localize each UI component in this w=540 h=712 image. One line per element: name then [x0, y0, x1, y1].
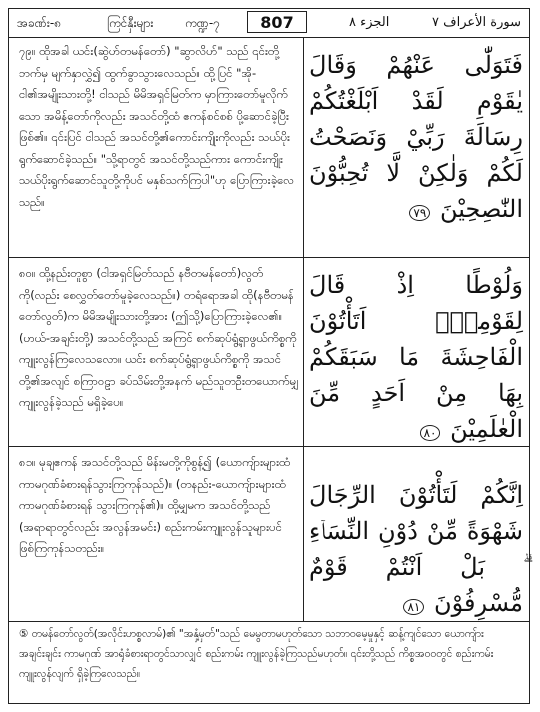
column-divider — [303, 37, 304, 621]
arabic-verse-79: فَتَوَلّٰى عَنْهُمْ وَقَالَ يٰقَوْمِ لَقَدْ اَبْلَغْتُكُمْ رِسَالَةَ رَبِّيْ وَنَصَحْتُ لَكُمْ وَلٰكِنْ لَّا تُحِبُّوْنَ النّٰصِحِيْنَ ٧٩ — [309, 51, 523, 223]
header-surah: سورة الأعراف ٧ — [432, 15, 521, 30]
translation-79: ၇၉။ ထိုအခါ ယင်း(ဆွဲဟ်တမန်တော်) "ဆွာလိဟ်" သည် ၎င်းတို့ဘက်မှ မျက်နှာလွှဲ၍ ထွက်ခွာသွားလေသည်။ ထို့ပြင် "အို-ငါ၏အမျိုးသားတို့! ငါသည် မိမိအရှင်မြတ်က မှာကြားတော်မူလိုက်သော အမိန့်တော်ကိုလည်း အသင်တို့ထံ ဧကန်စင်စစ် ပို့ဆောင်ခဲ့ပြီးဖြစ်၏။ ၎င်းပြင် ငါသည် အသင်တို့၏ကောင်းကျိုးကိုလည်း သယ်ပိုးရွက်ဆောင်ခဲ့သည်။ "သို့ရာတွင် အသင်တို့သည်ကား ကောင်းကျိုး သယ်ပိုးရွက်ဆောင်သူတို့ကိုပင် မနှစ်သက်ကြပါ"ဟု ပြောကြားခဲ့လေသည်။ — [19, 44, 295, 209]
arabic-verse-80: وَلُوْطًا اِذْ قَالَ لِقَوْمِهٖٓ اَتَأْتُوْنَ الْفَاحِشَةَ مَا سَبَقَكُمْ بِهَا مِنْ اَحَدٍ مِّنَ الْعٰلَمِيْنَ ٨٠ — [309, 271, 523, 443]
footnote: ⑤ တမန်တော်လွတ်(အလိုင်းဟစ္စလာမ်)၏ "အနှံ့မှတ်"သည် မေမွတာမဟုတ်သော သဘာဝမေ့မှုနှင့် ဆန့်ကျင်သော ယောကျ်ားအချင်းချင်း ကာမဂုဏ် အာရုံခံစားရာတွင်သာလျှင် စည်းကမ်း ကျူးလွန်ခဲ့ကြသည်မဟုတ်။ ၎င်းတို့သည် ကိစ္စအဝဝတွင် စည်းကမ်းကျူးလွန်လျက် ရှိခဲ့ကြလေသည်။ — [19, 628, 494, 680]
header-juz: الجزء ٨ — [349, 15, 390, 30]
header-chapter: အခဏ်း-၈ — [17, 16, 62, 30]
translation-80: ၈၀။ ထို့နည်းတူစွာ (ငါအရှင်မြတ်သည် နဗီတမန်တော်)လွတ်ကို(လည်း စေလွှတ်တော်မူခဲ့လေသည်။) တရံရောအခါ ထို(နဗီတမန်တော်လွတ်)က မိမိအမျိုးသားတို့အား (ဤသို့)ပြောကြားခဲ့လေ၏။ (ဟယ်-အချင်းတို့) အသင်တို့သည် အကြင် စက်ဆုပ်ရွံ့ရှာဖွယ်ကိစ္စကို ကျူးလွန်ကြလေသလော။ ယင်း စက်ဆုပ်ရွံ့ရှာဖွယ်ကိစ္စကို အသင်တို့၏အလျင် စကြာဝဠာ ခပ်သိမ်းတို့အနက် မည်သူတဦးတယောက်မျှ ကျူးလွန်ခဲ့သည် မရှိခဲ့ပေ။ — [19, 266, 299, 409]
header-part: ကဏ္ဍ-၇ — [185, 16, 220, 30]
arabic-verse-81: اِنَّكُمْ لَتَأْتُوْنَ الرِّجَالَ شَهْوَةً مِّنْ دُوْنِ النِّسَاۤءِ ۗ بَلْ اَنْتُمْ قَوْمٌ مُّسْرِفُوْنَ ٨١ — [309, 481, 523, 617]
page-header — [9, 9, 529, 38]
page-frame — [8, 8, 530, 704]
ayah-number: ٧٩ — [409, 205, 430, 221]
translation-81: ၈၁။ မုချဧကန် အသင်တို့သည် မိန်းမတို့ကိုစွန့်၍ (ယောကျ်ားများထံ ကာမဂုဏ်ခံစားရန်သွားကြကုန်သည်)။ (တနည်း-ယောကျ်ားများထံ ကာမဂုဏ်ခံစားရန် သွားကြကုန်၏)။ ထို့မျှမက အသင်တို့သည် (အရာရာတွင်လည်း အလွန်အမင်း) စည်းကမ်းကျူးလွန်သူများပင် ဖြစ်ကြကုန်သတည်း။ — [19, 455, 291, 555]
header-title: ကြင်နှီးများ — [107, 16, 154, 30]
ayah-number: ٨١ — [403, 599, 424, 615]
section-divider — [9, 257, 529, 258]
page-number: 807 — [247, 11, 307, 33]
ayah-number: ٨٠ — [420, 425, 441, 441]
